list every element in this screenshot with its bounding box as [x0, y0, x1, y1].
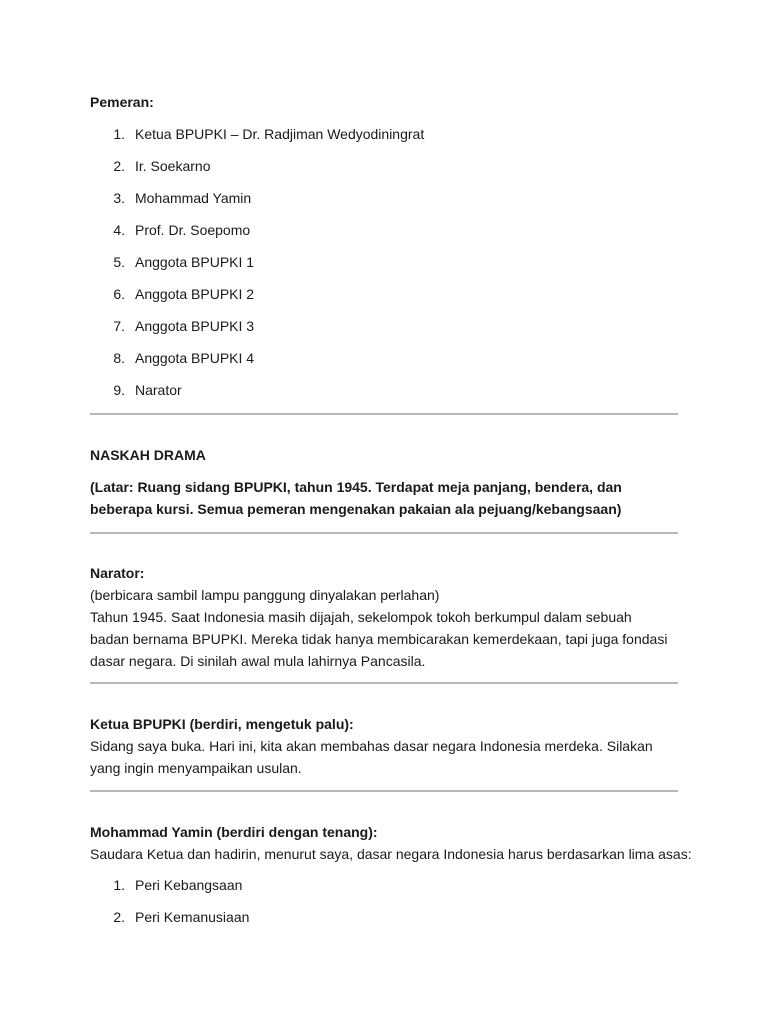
dialogue-text: Tahun 1945. Saat Indonesia masih dijajah, sekelompok tokoh berkumpul dalam sebuah badan bernama BPUPKI. Mereka tidak hanya membicarakan kemerdekaan, tapi juga fondasi dasar negara. Di sinilah awal mula lahirnya Pancasila. — [90, 609, 668, 669]
divider — [90, 682, 678, 684]
list-item — [90, 124, 678, 144]
list-text: Mohammad Yamin — [135, 190, 252, 206]
list-item — [90, 316, 678, 336]
list-item — [90, 220, 678, 240]
list-text: Ir. Soekarno — [135, 158, 211, 174]
list-number: 1. — [113, 877, 125, 893]
dialogue-text: Saudara Ketua dan hadirin, menurut saya, dasar negara Indonesia harus berdasarkan lima asas: — [90, 846, 692, 862]
list-number: 4. — [113, 222, 125, 238]
list-item — [90, 348, 678, 368]
list-number: 5. — [113, 254, 125, 270]
list-number: 8. — [113, 350, 125, 366]
cast-heading: Pemeran: — [90, 94, 154, 110]
list-number: 7. — [113, 318, 125, 334]
list-number: 1. — [113, 126, 125, 142]
list-text: Anggota BPUPKI 4 — [135, 350, 255, 366]
list-number: 2. — [113, 909, 125, 925]
list-item — [90, 284, 678, 304]
list-item — [90, 156, 678, 176]
list-item — [90, 380, 678, 400]
list-number: 9. — [113, 382, 125, 398]
divider — [90, 790, 678, 792]
principles-list — [90, 875, 678, 939]
list-item — [90, 252, 678, 272]
list-text: Peri Kebangsaan — [135, 877, 243, 893]
divider — [90, 532, 678, 534]
list-number: 2. — [113, 158, 125, 174]
list-item — [90, 875, 678, 895]
list-text: Anggota BPUPKI 1 — [135, 254, 255, 270]
speaker-yamin: Mohammad Yamin (berdiri dengan tenang): — [90, 824, 378, 840]
list-text: Peri Kemanusiaan — [135, 909, 250, 925]
speaker-narrator: Narator: — [90, 565, 145, 581]
list-number: 6. — [113, 286, 125, 302]
list-text: Ketua BPUPKI – Dr. Radjiman Wedyodiningrat — [135, 126, 425, 142]
list-text: Anggota BPUPKI 3 — [135, 318, 255, 334]
list-text: Narator — [135, 382, 182, 398]
cast-list — [90, 124, 678, 412]
list-text: Anggota BPUPKI 2 — [135, 286, 255, 302]
stage-setting: (Latar: Ruang sidang BPUPKI, tahun 1945. Terdapat meja panjang, bendera, dan beberapa kursi. Semua pemeran mengenakan pakaian ala pejuang/kebangsaan) — [90, 479, 622, 517]
stage-direction: (berbicara sambil lampu panggung dinyalakan perlahan) — [90, 587, 440, 603]
list-item — [90, 188, 678, 208]
speaker-chairman: Ketua BPUPKI (berdiri, mengetuk palu): — [90, 716, 354, 732]
dialogue-text: Sidang saya buka. Hari ini, kita akan membahas dasar negara Indonesia merdeka. Silakan yang ingin menyampaikan usulan. — [90, 738, 653, 776]
list-number: 3. — [113, 190, 125, 206]
list-item — [90, 907, 678, 927]
divider — [90, 413, 678, 415]
list-text: Prof. Dr. Soepomo — [135, 222, 251, 238]
script-title: NASKAH DRAMA — [90, 447, 206, 463]
